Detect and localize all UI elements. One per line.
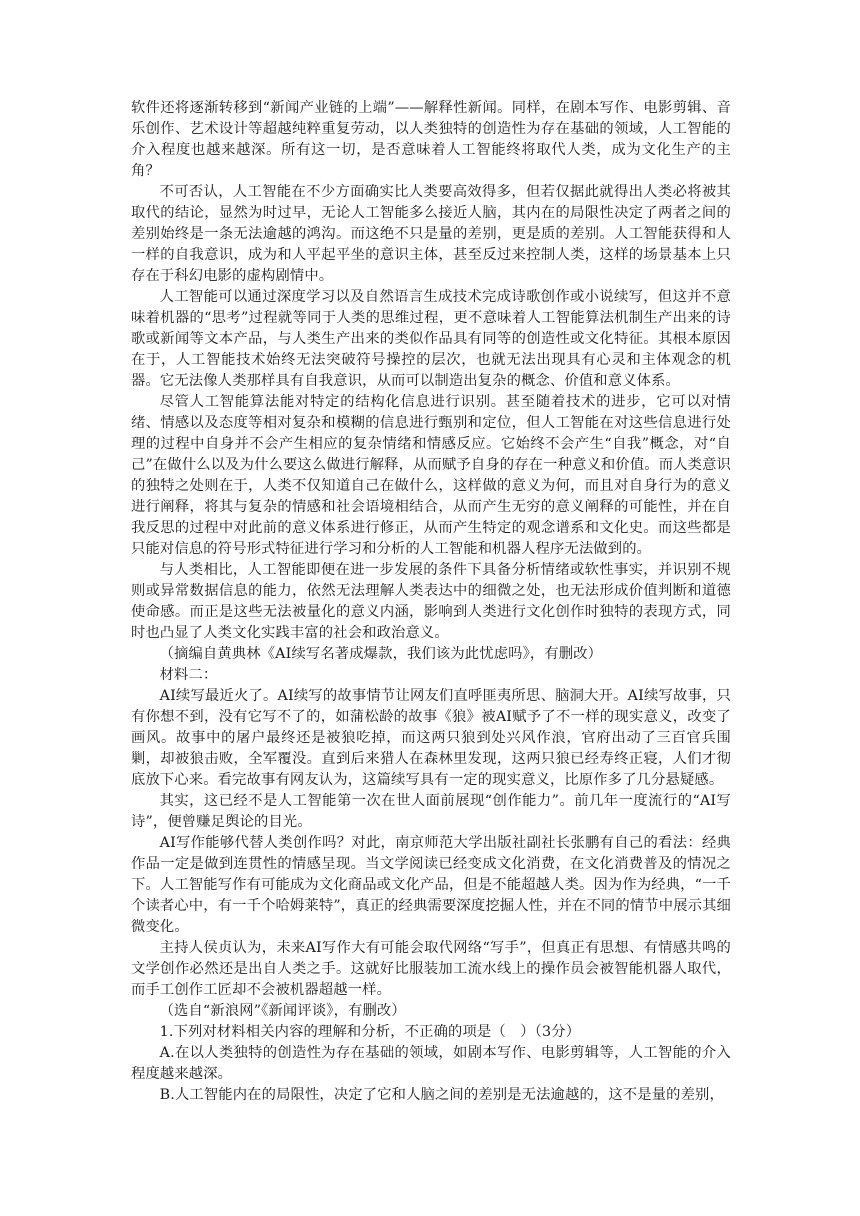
- source-citation-2: （选自“新浪网”《新闻评谈》，有删改）: [159, 1003, 406, 1019]
- paragraph-4: 尽管人工智能算法能对特定的结构化信息进行识别。甚至随着技术的进步，它可以对情绪、情感以及态度等相对复杂和模糊的信息进行甄别和定位，但人工智能在对这些信息进行处理的过程中自身并不会产生相应的复杂情绪和情感反应。它始终不会产生“自我”概念，对“自己”在做什么以及为什么要这么做进行解释，从而赋予自身的存在一种意义和价值。而人类意识的独特之处则在于，人类不仅知道自己在做什么，这样做的意义为何，而且对自身行为的意义进行阐释，将其与复杂的情感和社会语境相结合，从而产生无穷的意义阐释的可能性，并在自我反思的过程中对此前的意义体系进行修正，从而产生特定的观念谱系和文化史。而这些都是只能对信息的符号形式特征进行学习和分析的人工智能和机器人程序无法做到的。: [131, 394, 731, 557]
- paragraph-5: 与人类相比，人工智能即便在进一步发展的条件下具备分析情绪或软性事实，并识别不规则或异常数据信息的能力，依然无法理解人类表达中的细微之处，也无法形成价值判断和道德使命感。而正是这些无法被量化的意义内涵，影响到人类进行文化创作时独特的表现方式，同时也凸显了人类文化实践丰富的社会和政治意义。: [131, 562, 731, 641]
- question-1: 1.下列对材料相关内容的理解和分析，不正确的项是（ ）（3分）: [159, 1024, 581, 1040]
- source-citation-1: （摘编自黄典林《AI续写名著成爆款，我们该为此忧虑吗》，有删改）: [159, 646, 603, 662]
- material-two-heading: 材料二：: [159, 667, 218, 683]
- paragraph-3: 人工智能可以通过深度学习以及自然语言生成技术完成诗歌创作或小说续写，但这并不意味着机器的“思考”过程就等同于人类的思维过程，更不意味着人工智能算法机制生产出来的诗歌或新闻等文本产品，与人类生产出来的类似作品具有同等的创造性或文化特征。其根本原因在于，人工智能技术始终无法突破符号操控的层次，也就无法出现具有心灵和主体观念的机器。它无法像人类那样具有自我意识，从而可以制造出复杂的概念、价值和意义体系。: [131, 289, 731, 389]
- paragraph-9: 主持人侯贞认为，未来AI写作大有可能会取代网络“写手”，但真正有思想、有情感共鸣的文学创作必然还是出自人类之手。这就好比服装加工流水线上的操作员会被智能机器人取代，而手工创作工匠却不会被机器超越一样。: [131, 940, 731, 998]
- question-1-option-a: A.在以人类独特的创造性为存在基础的领域，如剧本写作、电影剪辑等，人工智能的介入程度越来越深。: [131, 1045, 731, 1082]
- paragraph-8: AI写作能够代替人类创作吗？对此，南京师范大学出版社副社长张鹏有自己的看法：经典作品一定是做到连贯性的情感呈现。当文学阅读已经变成文化消费，在文化消费普及的情况之下。人工智能写作有可能成为文化商品或文化产品，但是不能超越人类。因为作为经典，“一千个读者心中，有一千个哈姆莱特”，真正的经典需要深度挖掘人性，并在不同的情节中展示其细微变化。: [131, 835, 731, 935]
- document-body: [131, 98, 731, 1106]
- paragraph-1: 软件还将逐渐转移到“新闻产业链的上端”——解释性新闻。同样，在剧本写作、电影剪辑、音乐创作、艺术设计等超越纯粹重复劳动，以人类独特的创造性为存在基础的领域，人工智能的介入程度也越来越深。所有这一切，是否意味着人工智能终将取代人类，成为文化生产的主角？: [131, 100, 731, 179]
- paragraph-7: 其实，这已经不是人工智能第一次在世人面前展现“创作能力”。前几年一度流行的“AI写诗”，便曾赚足舆论的目光。: [131, 793, 731, 830]
- paragraph-6: AI续写最近火了。AI续写的故事情节让网友们直呼匪夷所思、脑洞大开。AI续写故事，只有你想不到，没有它写不了的，如蒲松龄的故事《狼》被AI赋予了不一样的现实意义，改变了画风。故事中的屠户最终还是被狼吃掉，而这两只狼到处兴风作浪，官府出动了三百官兵围剿，却被狼击败，全军覆没。直到后来猎人在森林里发现，这两只狼已经寿终正寝，人们才彻底放下心来。看完故事有网友认为，这篇续写具有一定的现实意义，比原作多了几分悬疑感。: [131, 688, 731, 788]
- paragraph-2: 不可否认，人工智能在不少方面确实比人类要高效得多，但若仅据此就得出人类必将被其取代的结论，显然为时过早，无论人工智能多么接近人脑，其内在的局限性决定了两者之间的差别始终是一条无法逾越的鸿沟。而这绝不只是量的差别，更是质的差别。人工智能获得和人一样的自我意识，成为和人平起平坐的意识主体，甚至反过来控制人类，这样的场景基本上只存在于科幻电影的虚构剧情中。: [131, 184, 731, 284]
- question-1-option-b: B.人工智能内在的局限性，决定了它和人脑之间的差别是无法逾越的，这不是量的差别，: [159, 1087, 724, 1103]
